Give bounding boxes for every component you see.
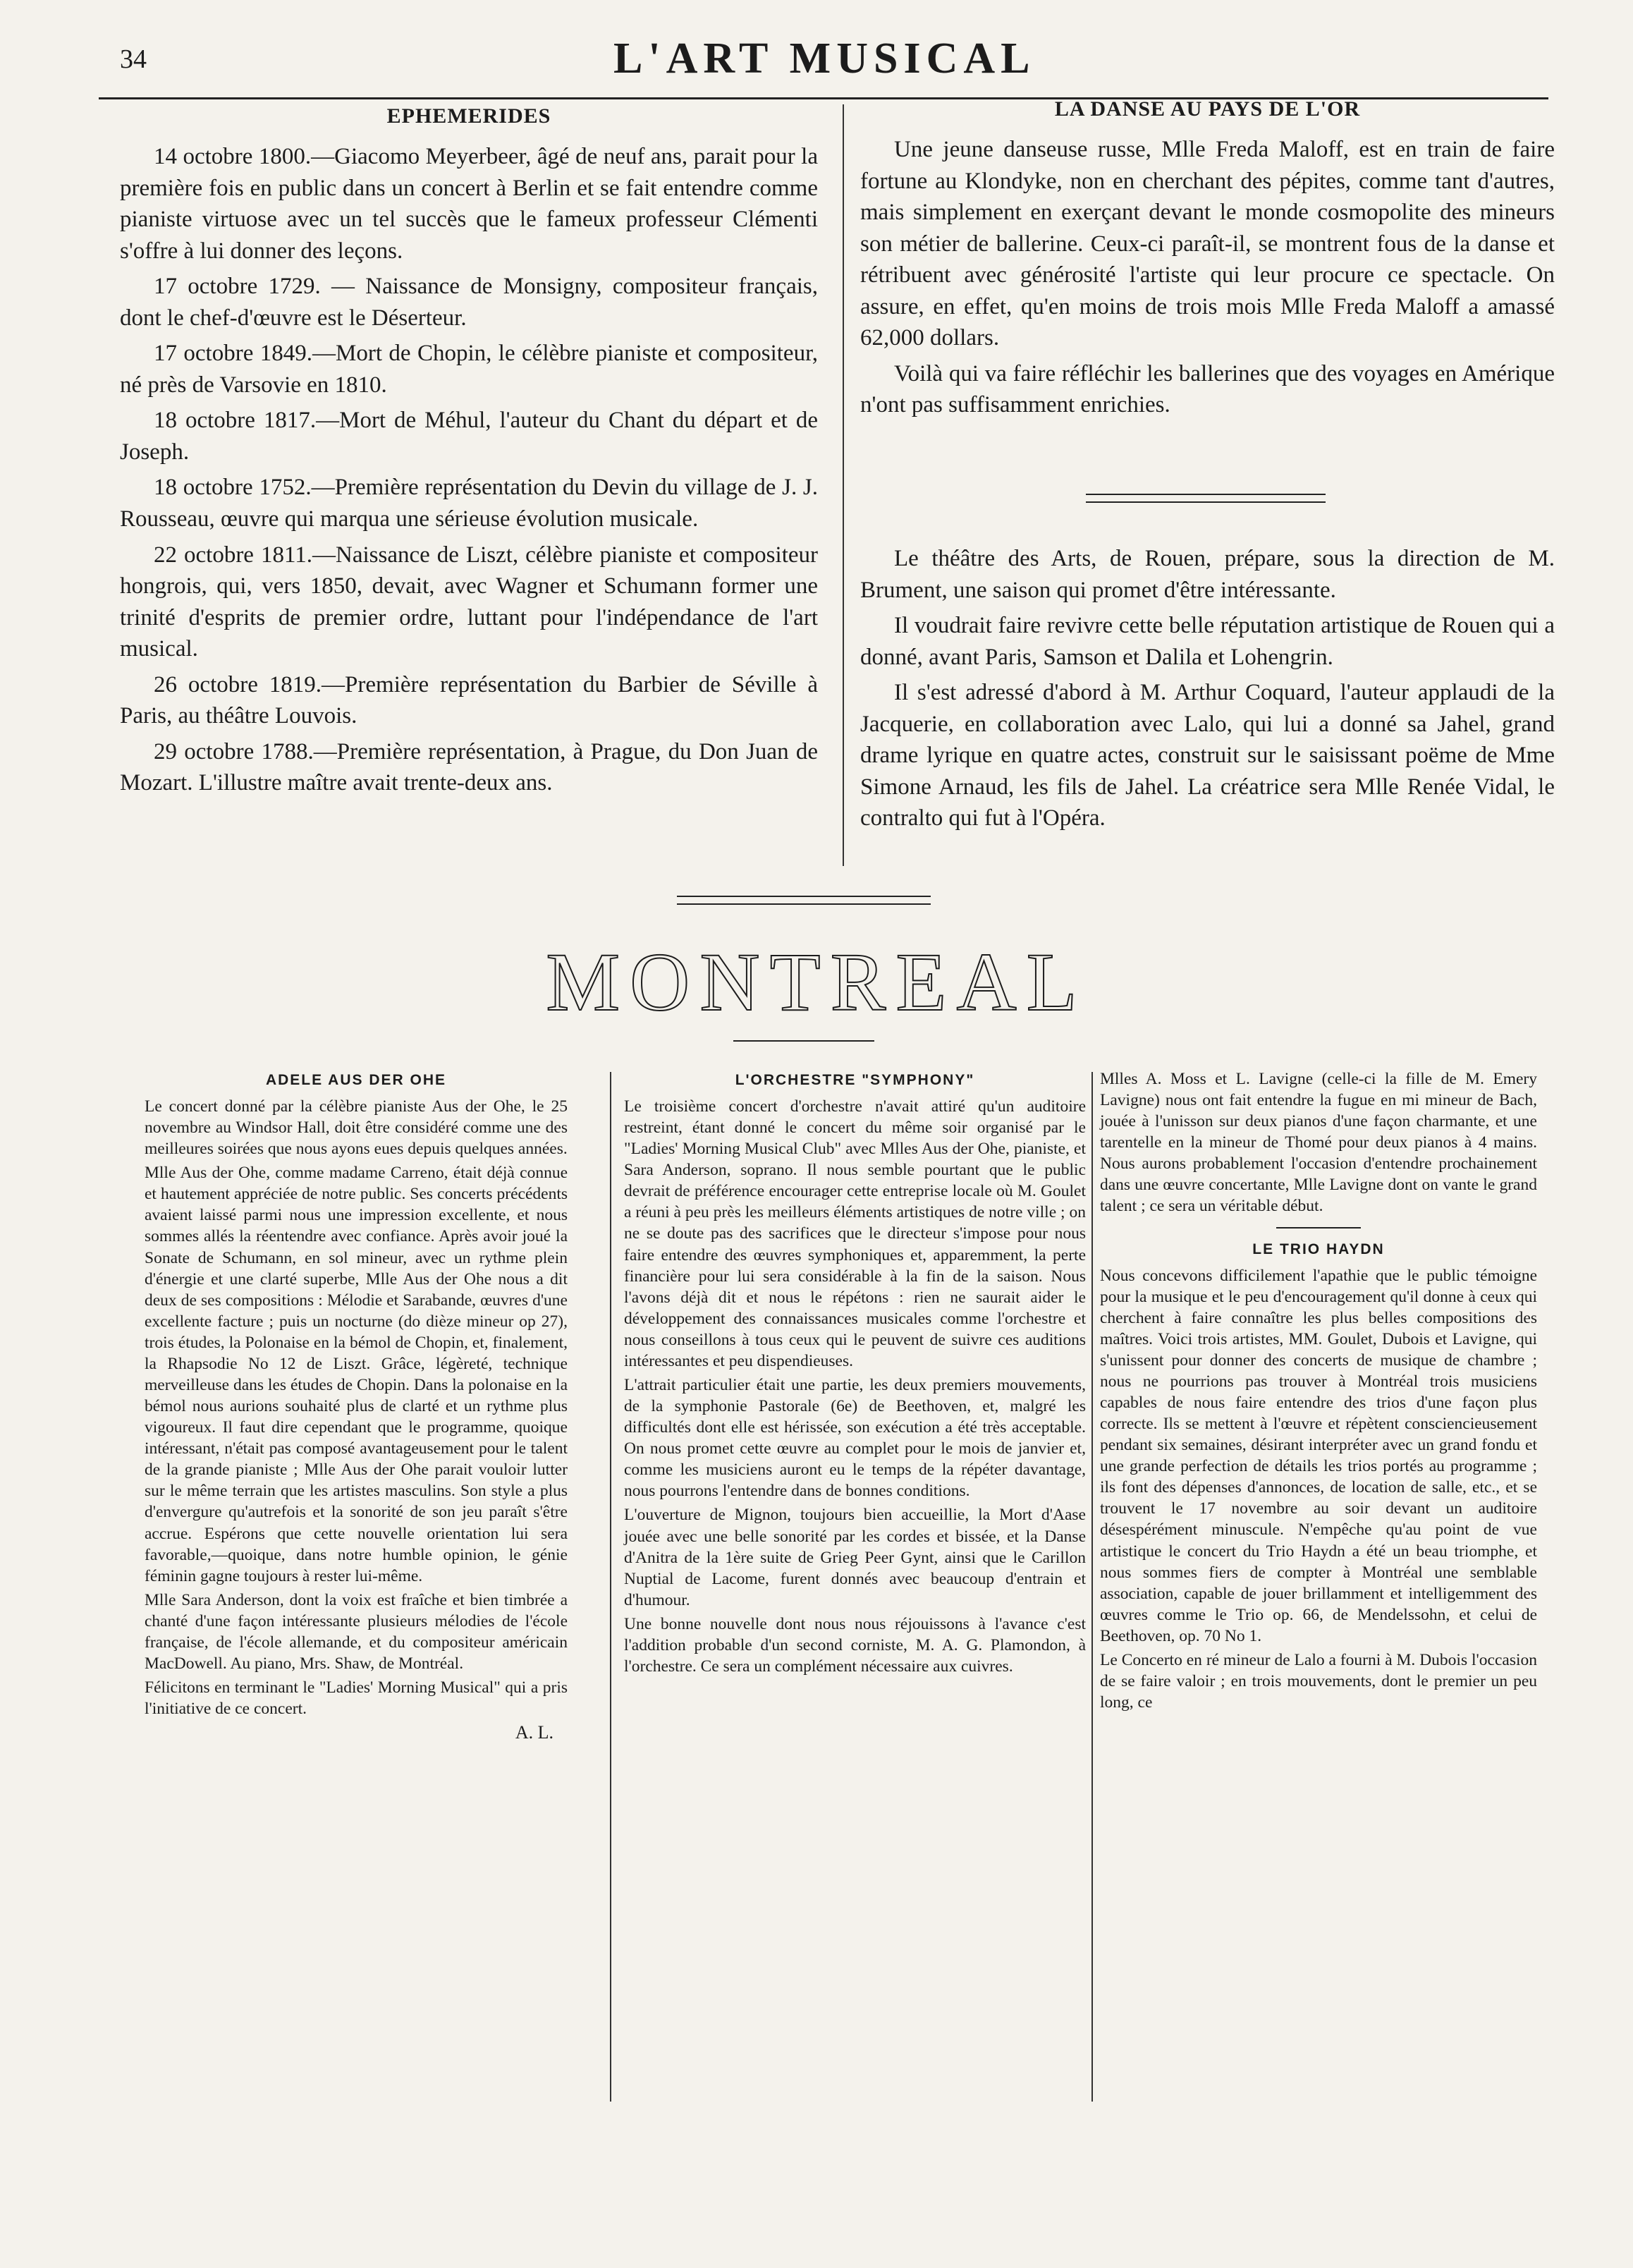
paragraph-text: Le théâtre des Arts, de Rouen, prépare, sous la direction de M. Brument, une saison qui promet d'être intéressante.	[860, 546, 1555, 603]
paragraph	[145, 1096, 568, 1159]
paragraph	[860, 134, 1555, 354]
danse-body	[860, 134, 1555, 421]
paragraph-text: Il s'est adressé d'abord à M. Arthur Coquard, l'auteur applaudi de la Jacquerie, en collaboration avec Lalo, qui lui a donné sa Jahel, grand drame lyrique en quatre actes, construit sur le saisissant poëme de Mme Simone Arnaud, les fils de Jahel. La créatrice sera Mlle Renée Vidal, le contralto qui fut à l'Opéra.	[860, 680, 1555, 831]
paragraph-text: 26 octobre 1819.—Première représentation du Barbier de Séville à Paris, au théâtre Louvois.	[120, 671, 818, 729]
danse-heading: LA DANSE AU PAYS DE L'OR	[1054, 97, 1361, 121]
paragraph-text: Une bonne nouvelle dont nous nous réjouissons à l'avance c'est l'addition probable d'un second corniste, M. A. G. Plamondon, à l'orchestre. Ce sera un complément nécessaire aux cuivres.	[624, 1614, 1086, 1676]
moss-body	[1100, 1068, 1537, 1217]
ephemerides-heading: EPHEMERIDES	[386, 104, 551, 128]
paragraph	[624, 1374, 1086, 1501]
section-divider	[1086, 494, 1326, 503]
adele-column	[145, 1072, 568, 1743]
paragraph-text: Le concert donné par la célèbre pianiste Aus der Ohe, le 25 novembre au Windsor Hall, doit être considéré comme une des meilleures soirées que nous ayons eues depuis quelques années.	[145, 1097, 568, 1159]
paragraph-text: Le Concerto en ré mineur de Lalo a fourni à M. Dubois l'occasion de se faire valoir ; en trois mouvements, dont le premier un peu long, ce	[1100, 1650, 1537, 1712]
symphony-column	[624, 1072, 1086, 1680]
haydn-heading: LE TRIO HAYDN	[1252, 1240, 1385, 1257]
paragraph	[145, 1677, 568, 1719]
paragraph-text: 29 octobre 1788.—Première représentation, à Prague, du Don Juan de Mozart. L'illustre maître avait trente-deux ans.	[120, 738, 818, 796]
paragraph-text: 17 octobre 1849.—Mort de Chopin, le célèbre pianiste et compositeur, né près de Varsovie en 1810.	[120, 341, 818, 398]
paragraph	[1100, 1068, 1537, 1217]
paragraph-text: 18 octobre 1752.—Première représentation du Devin du village de J. J. Rousseau, œuvre qui marqua une sérieuse évolution musicale.	[120, 475, 818, 532]
paragraph-text: 18 octobre 1817.—Mort de Méhul, l'auteur du Chant du départ et de Joseph.	[120, 408, 818, 465]
paragraph-text: Mlles A. Moss et L. Lavigne (celle-ci la fille de M. Emery Lavigne) nous ont fait entendre la fugue en mi mineur de Bach, jouée à l'unisson sur deux pianos d'une façon charmante, et une tarentelle en la mineur de Thomé pour deux pianos à 4 mains. Nous aurons probablement l'occasion d'entendre prochainement dans une œuvre concertante, Mlle Lavigne dont on vante le grand talent ; ce sera un véritable début.	[1100, 1070, 1537, 1216]
paragraph-text: Nous concevons difficilement l'apathie que le public témoigne pour la musique et le peu d'encouragement qu'il donne à ceux qui cherchent à faire connaître les plus belles compositions des maîtres. Voici trois artistes, MM. Goulet, Dubois et Lavigne, qui s'unissent pour donner des concerts de musique de chambre ; nous ne pourrions pas trouver à Montréal trois musiciens capables de nous faire entendre des trios d'une façon plus correcte. Ils se mettent à l'œuvre et répètent consciencieusement pendant six semaines, désirant interpréter avec un grand fondu et une grande perfection de détails les trios portés au programme ; ils font des dépenses d'annonces, de location de salle, etc., et se trouvent le 17 novembre au soir devant un auditoire désespérément minuscule. N'empêche qu'au point de vue artistique le concert du Trio Haydn a été un beau triomphe, et nous sommes fiers de compter à Montréal une semblable association, capable de jouer brillamment et intelligemment des œuvres comme le Trio op. 66, de Mendelssohn, et celui de Beethoven, op. 70 No 1.	[1100, 1266, 1537, 1645]
montreal-title: MONTREAL	[546, 936, 1087, 1028]
column-divider	[1091, 1072, 1093, 2102]
paragraph-text: Mlle Sara Anderson, dont la voix est fraîche et bien timbrée a chanté d'une façon intéressante plusieurs mélodies de l'école française, de l'école allemande, et du compositeur américain MacDowell. Au piano, Mrs. Shaw, de Montréal.	[145, 1590, 568, 1673]
paragraph	[120, 338, 818, 401]
paragraph-text: Mlle Aus der Ohe, comme madame Carreno, était déjà connue et hautement appréciée de notre public. Ses concerts précédents avaient laissé parmi nous une impression excellente, et nous sommes allés la réentendre avec confiance. Après avoir joué la Sonate de Schumann, en sol mineur, avec un rythme plein d'énergie et une clarté superbe, Mlle Aus der Ohe nous a dit deux de ses compositions : Mélodie et Sarabande, œuvres d'une excellente facture ; puis un nocturne (do dièze mineur op 27), trois études, la Polonaise en la bémol de Chopin, et, finalement, la Rhapsodie No 12 de Liszt. Grâce, légèreté, technique merveilleuse dans les études de Chopin. Dans la polonaise en la bémol nous aurions souhaité plus de clarté et un rythme plus vigoureux. Il faut dire cependant que le programme, quoique intéressant, n'était pas composé avantageusement pour le talent de la grande pianiste ; Mlle Aus der Ohe parait vouloir lutter sur le même terrain que les artistes masculins. Son style a plus d'envergure qu'autrefois et la sonorité de son jeu paraît s'être accrue. Espérons que cette nouvelle orientation lui sera favorable,—quoique, dans notre humble opinion, le génie féminin gagne toujours à rester lui-même.	[145, 1164, 568, 1585]
symphony-heading: L'ORCHESTRE "SYMPHONY"	[735, 1072, 975, 1088]
ephemerides-column	[120, 104, 818, 803]
montreal-bottom-rule	[733, 1040, 874, 1042]
paragraph	[860, 610, 1555, 673]
haydn-body	[1100, 1265, 1537, 1714]
paragraph	[120, 271, 818, 334]
paragraph-text: 14 octobre 1800.—Giacomo Meyerbeer, âgé de neuf ans, parait pour la première fois en public dans un concert à Berlin et se fait entendre comme pianiste virtuose avec un tel succès que le fameux professeur Clémenti s'offre à lui donner des leçons.	[120, 144, 818, 264]
paragraph-text: Le troisième concert d'orchestre n'avait attiré qu'un auditoire restreint, étant donné le concert du même soir organisé par le "Ladies' Morning Musical Club" avec Mlles Aus der Ohe, pianiste, et Sara Anderson, soprano. Il nous semble pourtant que le public devrait de préférence encourager cette entreprise locale où M. Goulet a réuni à peu près les meilleurs éléments artistiques de notre ville ; on ne se doute pas des sacrifices que le directeur s'impose pour nous faire entendre des œuvres symphoniques et, apparemment, la perte financière pour lui sera considérable à la fin de la saison. Nous l'avons déjà dit et nous le répétons : rien ne saurait aider le développement des connaissances musicales comme l'orchestre et nous conseillons à tous ceux qui le peuvent de suivre ces auditions intéressantes et peu dispendieuses.	[624, 1097, 1086, 1370]
paragraph-text: 22 octobre 1811.—Naissance de Liszt, célèbre pianiste et compositeur hongrois, qui, vers 1850, devait, avec Wagner et Schumann former une trinité d'esprits de premier ordre, luttant pour l'indépendance de l'art musical.	[120, 542, 818, 662]
page-number: 34	[120, 44, 147, 74]
symphony-body	[624, 1096, 1086, 1677]
montreal-top-rule	[677, 896, 931, 905]
adele-body	[145, 1096, 568, 1719]
rouen-body	[860, 543, 1555, 834]
paragraph	[120, 669, 818, 732]
paragraph	[145, 1162, 568, 1587]
moss-haydn-column	[1100, 1068, 1537, 1716]
short-divider	[1276, 1227, 1361, 1228]
article-signature: A. L.	[515, 1722, 553, 1743]
paragraph	[624, 1504, 1086, 1610]
ephemerides-list	[120, 141, 818, 799]
paragraph	[120, 141, 818, 267]
paragraph-text: Voilà qui va faire réfléchir les ballerines que des voyages en Amérique n'ont pas suffisamment enrichies.	[860, 360, 1555, 418]
paragraph-text: Il voudrait faire revivre cette belle réputation artistique de Rouen qui a donné, avant Paris, Samson et Dalila et Lohengrin.	[860, 613, 1555, 670]
paragraph	[624, 1096, 1086, 1372]
column-divider	[610, 1072, 611, 2102]
paragraph-text: 17 octobre 1729. — Naissance de Monsigny, compositeur français, dont le chef-d'œuvre est le Déserteur.	[120, 274, 818, 331]
paragraph	[120, 405, 818, 468]
paragraph	[1100, 1650, 1537, 1713]
paragraph	[624, 1614, 1086, 1677]
paragraph	[120, 736, 818, 799]
adele-heading: ADELE AUS DER OHE	[265, 1072, 447, 1088]
paragraph-text: L'attrait particulier était une partie, les deux premiers mouvements, de la symphonie Pastorale (6e) de Beethoven, et, malgré les difficultés dont elle est hérissée, son exécution a été très acceptable. On nous promet cette œuvre au complet pour le mois de janvier et, comme les musiciens auront eu le temps de la répéter davantage, nous pourrons l'entendre dans de bonnes conditions.	[624, 1376, 1086, 1501]
masthead-title: L'ART MUSICAL	[613, 35, 1036, 83]
paragraph-text: Félicitons en terminant le "Ladies' Morning Musical" qui a pris l'initiative de ce concert.	[145, 1678, 568, 1719]
rouen-column	[860, 543, 1555, 839]
paragraph	[120, 539, 818, 665]
paragraph	[860, 543, 1555, 606]
column-divider	[843, 104, 844, 866]
paragraph	[1100, 1265, 1537, 1647]
paragraph	[860, 358, 1555, 421]
paragraph	[860, 677, 1555, 834]
paragraph	[120, 472, 818, 535]
paragraph-text: L'ouverture de Mignon, toujours bien accueillie, la Mort d'Aase jouée avec une belle sonorité par les cordes et bissée, et la Danse d'Anitra de la 1ère suite de Grieg Peer Gynt, ainsi que le Carillon Nuptial de Lacome, furent donnés avec beaucoup d'entrain et d'humour.	[624, 1506, 1086, 1609]
paragraph-text: Une jeune danseuse russe, Mlle Freda Maloff, est en train de faire fortune au Klondyke, non en cherchant des pépites, comme tant d'autres, mais simplement en exerçant devant le monde cosmopolite des mineurs son métier de ballerine. Ceux-ci paraît-il, se montrent fous de la danse et rétribuent avec générosité l'artiste qui leur procure ce spectacle. On assure, en effet, qu'en moins de trois mois Mlle Freda Maloff a amassé 62,000 dollars.	[860, 137, 1555, 351]
danse-column	[860, 97, 1555, 425]
paragraph	[145, 1590, 568, 1674]
